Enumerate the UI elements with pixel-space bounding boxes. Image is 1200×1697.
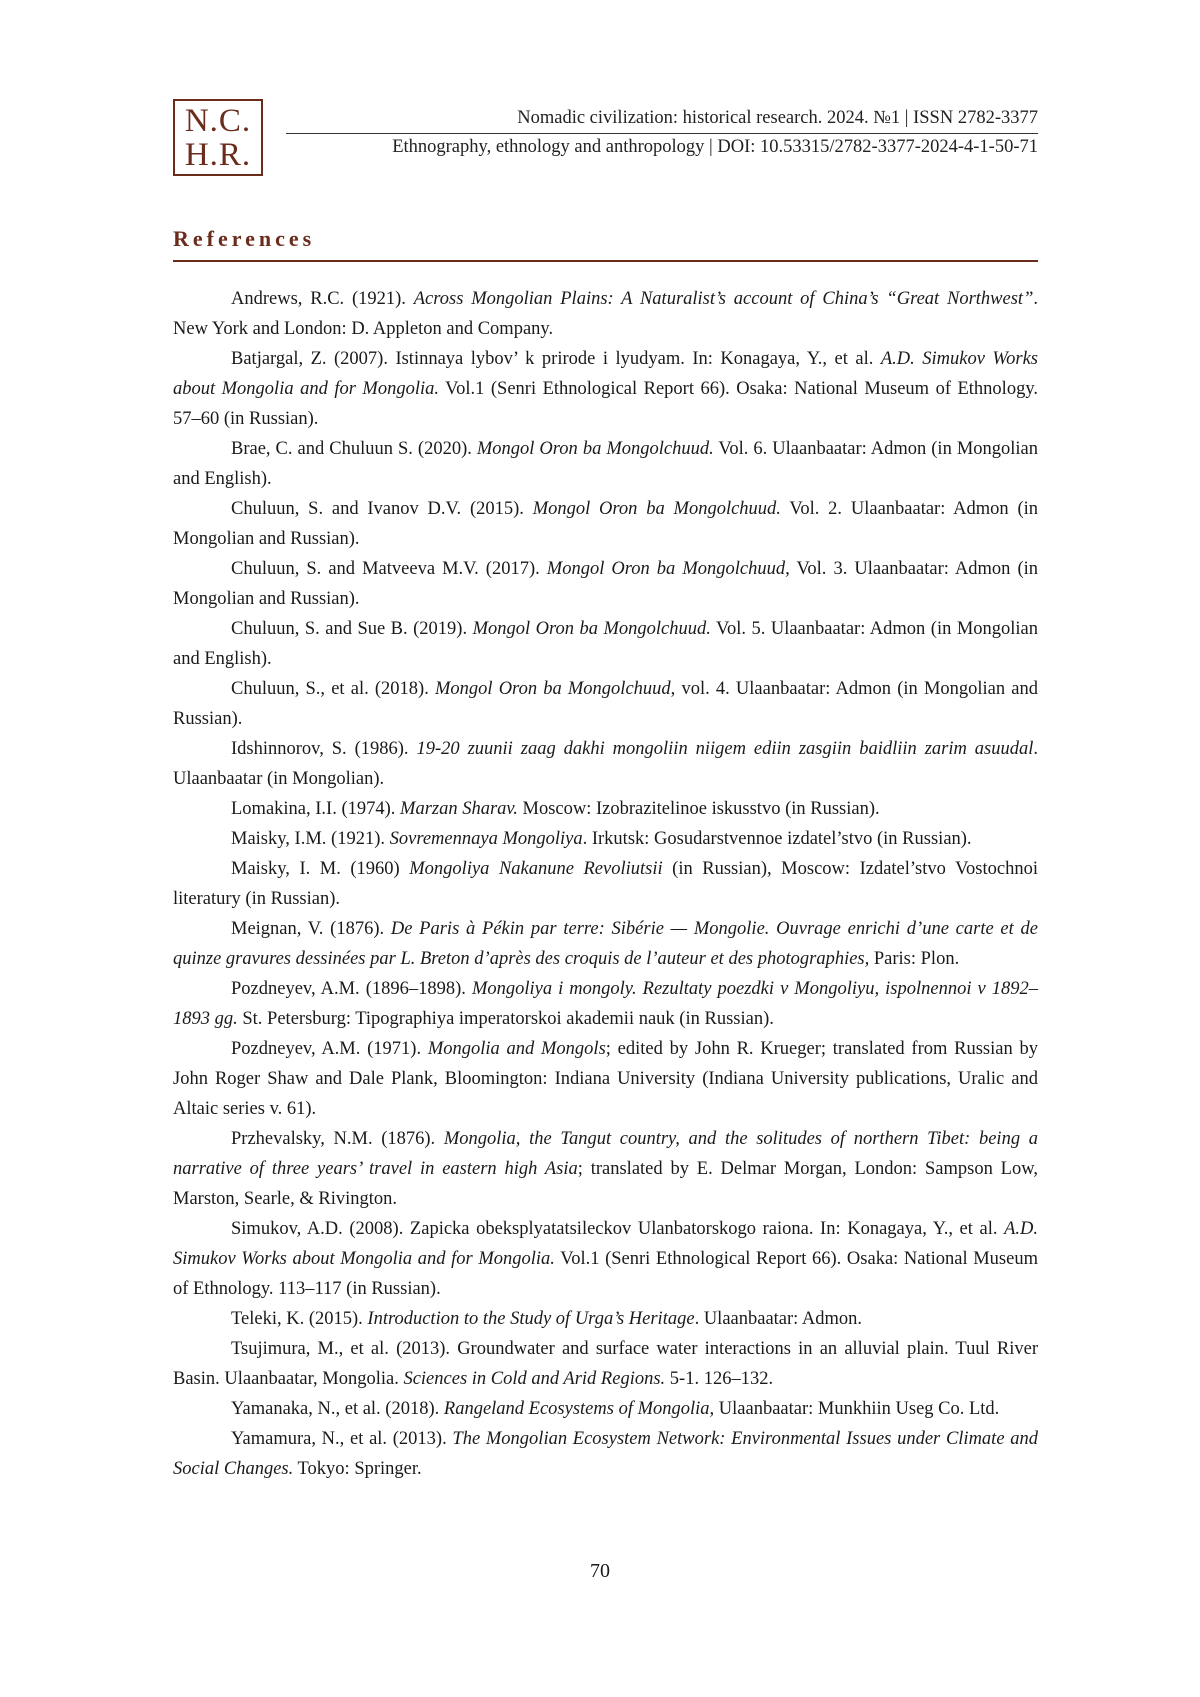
reference-item: Chuluun, S. and Sue B. (2019). Mongol Oron ba Mongolchuud. Vol. 5. Ulaanbaatar: Admon (in Mongolian and English). <box>173 619 1039 669</box>
reference-item: Chuluun, S. and Ivanov D.V. (2015). Mongol Oron ba Mongolchuud. Vol. 2. Ulaanbaatar: Admon (in Mongolian and Russian). <box>173 499 1038 549</box>
reference-item: Maisky, I. M. (1960) Mongoliya Nakanune Revoliutsii (in Russian), Moscow: Izdatel’stvo Vostochnoi literatury (in Russian). <box>173 859 1039 909</box>
reference-item: Przhevalsky, N.M. (1876). Mongolia, the Tangut country, and the solitudes of northern Tibet: being a narrative of three years’ travel in eastern high Asia; translated by E. Delmar Morgan, London: Sampson Low, Marston, Searle, & Rivington. <box>173 1129 1038 1209</box>
logo-line-1: N.C. <box>184 102 252 139</box>
reference-item: Pozdneyev, A.M. (1896–1898). Mongoliya i mongoly. Rezultaty poezdki v Mongoliyu, ispolnennoi v 1892–1893 gg. St. Petersburg: Tipographiya imperatorskoi akademii nauk (in Russian). <box>173 979 1038 1029</box>
reference-item: Chuluun, S. and Matveeva M.V. (2017). Mongol Oron ba Mongolchuud, Vol. 3. Ulaanbaatar: Admon (in Mongolian and Russian). <box>173 559 1038 609</box>
reference-item: Batjargal, Z. (2007). Istinnaya lybov’ k prirode i lyudyam. In: Konagaya, Y., et al. A.D. Simukov Works about Mongolia and for Mongolia. Vol.1 (Senri Ethnological Report 66). Osaka: National Museum of Ethnology. 57–60 (in Russian). <box>173 349 1039 429</box>
running-header <box>286 108 1038 158</box>
reference-item: Tsujimura, M., et al. (2013). Groundwater and surface water interactions in an alluvial plain. Tuul River Basin. Ulaanbaatar, Mongolia. Sciences in Cold and Arid Regions. 5-1. 126–132. <box>173 1339 1038 1389</box>
section-title: References <box>173 226 1038 262</box>
reference-item: Yamanaka, N., et al. (2018). Rangeland Ecosystems of Mongolia, Ulaanbaatar: Munkhiin Useg Co. Ltd. <box>231 1399 1000 1419</box>
reference-item: Yamamura, N., et al. (2013). The Mongolian Ecosystem Network: Environmental Issues under Climate and Social Changes. Tokyo: Springer. <box>173 1429 1038 1479</box>
page-number: 70 <box>590 1560 610 1582</box>
section-doi: Ethnography, ethnology and anthropology | DOI: 10.53315/2782-3377-2024-4-1-50-71 <box>392 137 1038 157</box>
reference-list <box>173 284 1038 1484</box>
reference-item: Pozdneyev, A.M. (1971). Mongolia and Mongols; edited by John R. Krueger; translated from Russian by John Roger Shaw and Dale Plank, Bloomington: Indiana University (Indiana University publications, Uralic and Altaic series v. 61). <box>173 1039 1038 1119</box>
journal-logo <box>173 99 263 176</box>
reference-item: Andrews, R.C. (1921). Across Mongolian Plains: A Naturalist’s account of China’s “Great Northwest”. New York and London: D. Appleton and Company. <box>173 289 1038 339</box>
reference-item: Maisky, I.M. (1921). Sovremennaya Mongoliya. Irkutsk: Gosudarstvennoe izdatel’stvo (in Russian). <box>231 829 972 849</box>
reference-item: Chuluun, S., et al. (2018). Mongol Oron ba Mongolchuud, vol. 4. Ulaanbaatar: Admon (in Mongolian and Russian). <box>173 679 1039 729</box>
journal-info: Nomadic civilization: historical research. 2024. №1 | ISSN 2782-3377 <box>286 108 1038 134</box>
logo-line-2: H.R. <box>184 136 252 173</box>
reference-item: Lomakina, I.I. (1974). Marzan Sharav. Moscow: Izobrazitelinoe iskusstvo (in Russian). <box>231 799 880 819</box>
reference-item: Brae, C. and Chuluun S. (2020). Mongol Oron ba Mongolchuud. Vol. 6. Ulaanbaatar: Admon (in Mongolian and English). <box>173 439 1039 489</box>
reference-item: Meignan, V. (1876). De Paris à Pékin par terre: Sibérie — Mongolie. Ouvrage enrichi d’une carte et de quinze gravures dessinées par L. Breton d’après des croquis de l’auteur et des photographies, Paris: Plon. <box>173 919 1038 969</box>
reference-item: Teleki, K. (2015). Introduction to the Study of Urga’s Heritage. Ulaanbaatar: Admon. <box>231 1309 863 1329</box>
reference-item: Simukov, A.D. (2008). Zapicka obeksplyatatsileckov Ulanbatorskogo raiona. In: Konagaya, Y., et al. A.D. Simukov Works about Mongolia and for Mongolia. Vol.1 (Senri Ethnological Report 66). Osaka: National Museum of Ethnology. 113–117 (in Russian). <box>173 1219 1038 1299</box>
reference-item: Idshinnorov, S. (1986). 19-20 zuunii zaag dakhi mongoliin niigem ediin zasgiin baidliin zarim asuudal. Ulaanbaatar (in Mongolian). <box>173 739 1038 789</box>
